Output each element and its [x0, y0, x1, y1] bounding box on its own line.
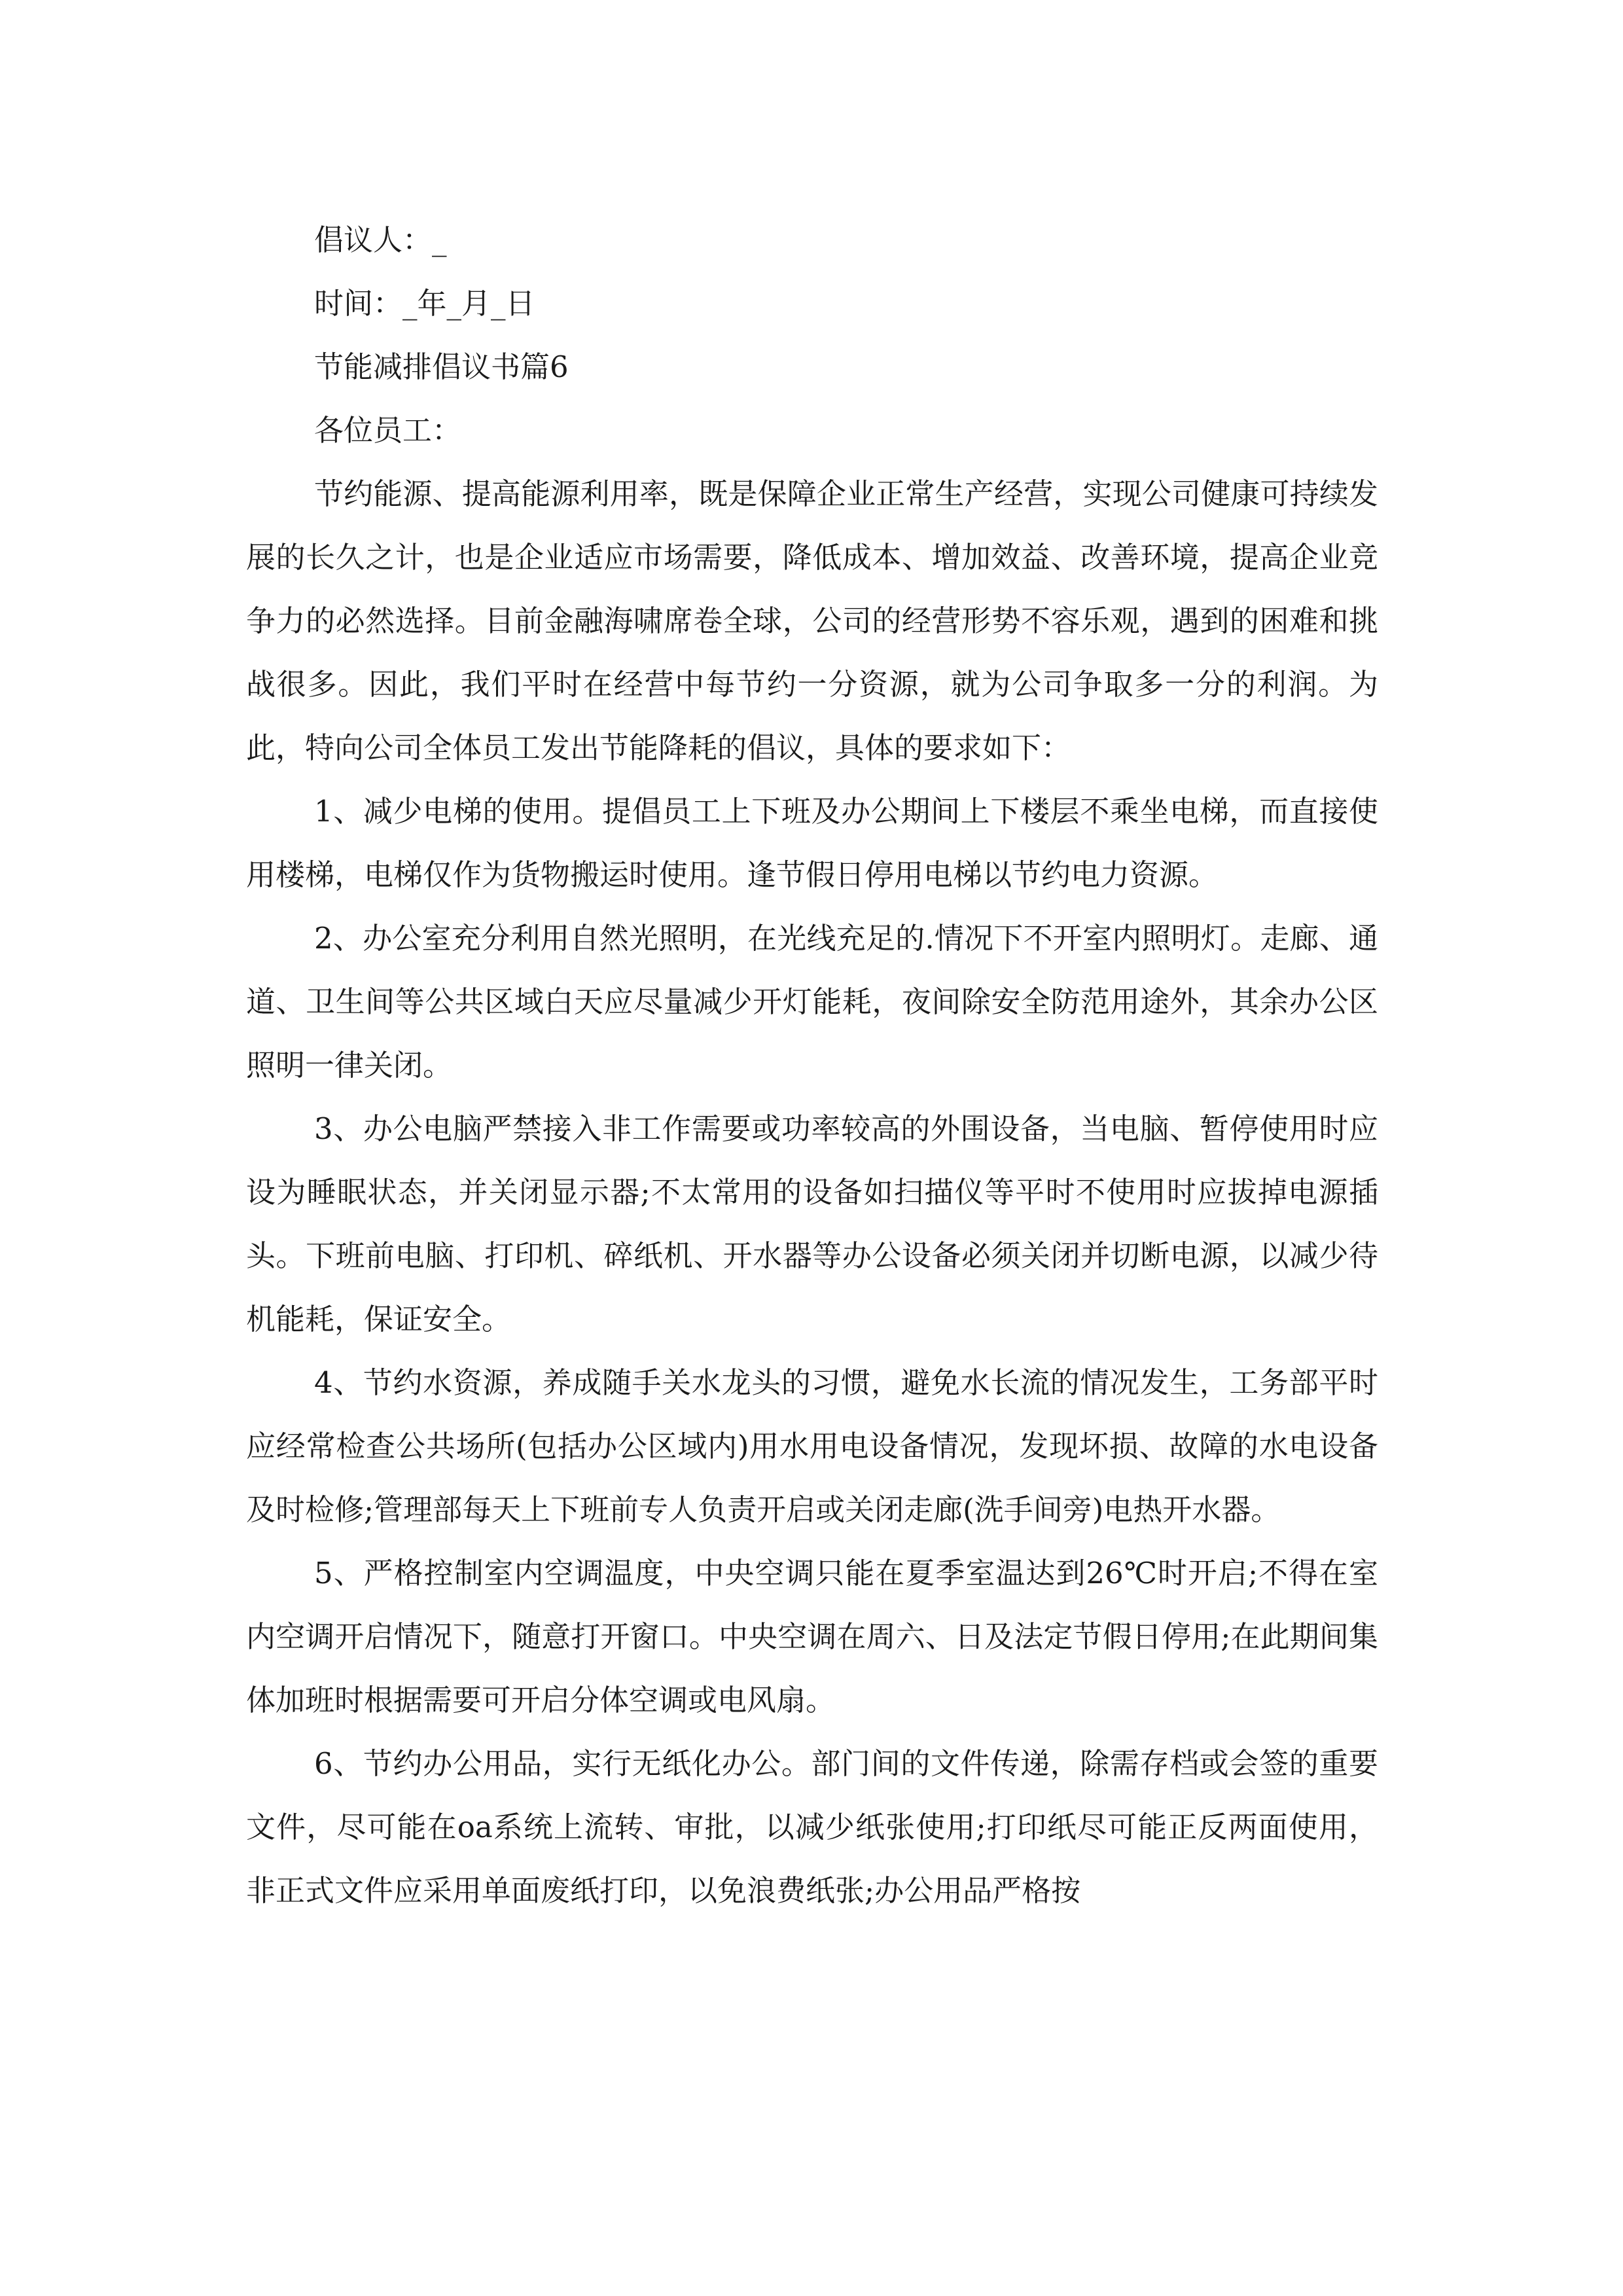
intro-paragraph: 节约能源、提高能源利用率，既是保障企业正常生产经营，实现公司健康可持续发展的长久之计，也是企业适应市场需要，降低成本、增加效益、改善环境，提高企业竞争力的必然选择。目前金融海啸席卷全球，公司的经营形势不容乐观，遇到的困难和挑战很多。因此，我们平时在经营中每节约一分资源，就为公司争取多一分的利润。为此，特向公司全体员工发出节能降耗的倡议，具体的要求如下：: [246, 476, 1378, 765]
item-paragraph-6: 6、节约办公用品，实行无纸化办公。部门间的文件传递，除需存档或会签的重要文件，尽可能在oa系统上流转、审批，以减少纸张使用;打印纸尽可能正反两面使用，非正式文件应采用单面废纸打印，以免浪费纸张;办公用品严格按: [246, 1746, 1378, 1908]
item-paragraph-3: 3、办公电脑严禁接入非工作需要或功率较高的外围设备，当电脑、暂停使用时应设为睡眠状态，并关闭显示器;不太常用的设备如扫描仪等平时不使用时应拔掉电源插头。下班前电脑、打印机、碎纸机、开水器等办公设备必须关闭并切断电源，以减少待机能耗，保证安全。: [246, 1111, 1378, 1336]
item-paragraph-2: 2、办公室充分利用自然光照明，在光线充足的.情况下不开室内照明灯。走廊、通道、卫生间等公共区域白天应尽量减少开灯能耗，夜间除安全防范用途外，其余办公区照明一律关闭。: [246, 921, 1378, 1083]
date-line: 时间：_年_月_日: [314, 286, 535, 321]
salutation: 各位员工：: [314, 413, 462, 448]
document-title: 节能减排倡议书篇6: [314, 350, 569, 384]
item-paragraph-4: 4、节约水资源，养成随手关水龙头的习惯，避免水长流的情况发生，工务部平时应经常检查公共场所(包括办公区域内)用水用电设备情况，发现坏损、故障的水电设备及时检修;管理部每天上下班前专人负责开启或关闭走廊(洗手间旁)电热开水器。: [246, 1365, 1378, 1527]
item-paragraph-5: 5、严格控制室内空调温度，中央空调只能在夏季室温达到26℃时开启;不得在室内空调开启情况下，随意打开窗口。中央空调在周六、日及法定节假日停用;在此期间集体加班时根据需要可开启分体空调或电风扇。: [246, 1556, 1378, 1717]
document-body: [246, 208, 1378, 1922]
item-paragraph-1: 1、减少电梯的使用。提倡员工上下班及办公期间上下楼层不乘坐电梯，而直接使用楼梯，电梯仅作为货物搬运时使用。逢节假日停用电梯以节约电力资源。: [246, 794, 1378, 892]
proposer-line: 倡议人：_: [314, 223, 447, 257]
